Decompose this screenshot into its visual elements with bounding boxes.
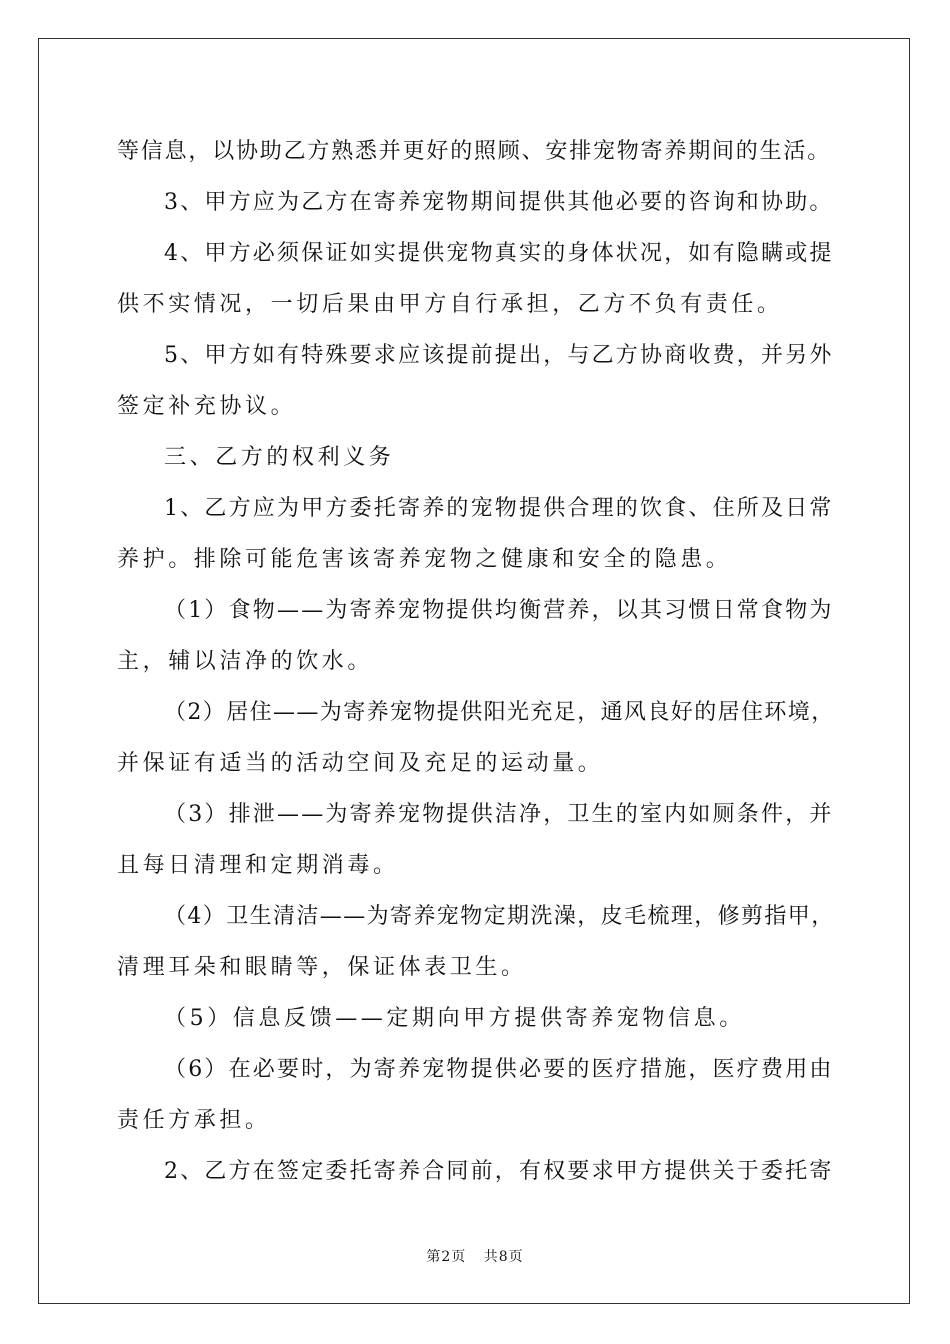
- text-line: 三、乙方的权利义务: [164, 445, 395, 470]
- paragraph: [117, 993, 835, 1044]
- paragraph: [117, 1146, 835, 1197]
- text-line: （6）在必要时，为寄养宠物提供必要的医疗措施，医疗费用由: [164, 1057, 834, 1082]
- text-line: （4）卫生清洁——为寄养宠物定期洗澡，皮毛梳理，修剪指甲，: [164, 904, 835, 929]
- text-line: 责任方承担。: [117, 1108, 271, 1133]
- page-total: 共8页: [483, 1249, 524, 1265]
- text-line: 清理耳朵和眼睛等，保证体表卫生。: [117, 955, 527, 980]
- text-line: （1）食物——为寄养宠物提供均衡营养，以其习惯日常食物为: [164, 598, 834, 623]
- page-footer: [0, 1246, 950, 1266]
- text-line: （5）信息反馈——定期向甲方提供寄养宠物信息。: [164, 1006, 745, 1031]
- paragraph: [117, 330, 835, 432]
- paragraph: [117, 177, 835, 228]
- text-line: 供不实情况，一切后果由甲方自行承担，乙方不负有责任。: [117, 292, 783, 317]
- paragraph: [117, 126, 835, 177]
- paragraph: [117, 432, 835, 483]
- paragraph: [117, 891, 835, 993]
- text-line: 签定补充协议。: [117, 394, 297, 419]
- text-line: （3）排泄——为寄养宠物提供洁净，卫生的室内如厕条件，并: [164, 802, 834, 827]
- paragraph: [117, 483, 835, 585]
- text-line: 2、乙方在签定委托寄养合同前，有权要求甲方提供关于委托寄: [164, 1159, 834, 1184]
- text-line: 4、甲方必须保证如实提供宠物真实的身体状况，如有隐瞒或提: [164, 241, 834, 266]
- page-number: 第2页: [426, 1249, 467, 1265]
- paragraph: [117, 687, 835, 789]
- paragraph: [117, 789, 835, 891]
- document-body: [117, 126, 835, 1197]
- paragraph: [117, 1044, 835, 1146]
- text-line: 养护。排除可能危害该寄养宠物之健康和安全的隐患。: [117, 547, 732, 572]
- paragraph: [117, 228, 835, 330]
- text-line: 主，辅以洁净的饮水。: [117, 649, 374, 674]
- text-line: 3、甲方应为乙方在寄养宠物期间提供其他必要的咨询和协助。: [164, 190, 834, 215]
- paragraph: [117, 585, 835, 687]
- text-line: 并保证有适当的活动空间及充足的运动量。: [117, 751, 604, 776]
- text-line: 且每日清理和定期消毒。: [117, 853, 399, 878]
- text-line: （2）居住——为寄养宠物提供阳光充足，通风良好的居住环境，: [164, 700, 835, 725]
- text-line: 1、乙方应为甲方委托寄养的宠物提供合理的饮食、住所及日常: [164, 496, 834, 521]
- text-line: 5、甲方如有特殊要求应该提前提出，与乙方协商收费，并另外: [164, 343, 834, 368]
- text-line: 等信息，以协助乙方熟悉并更好的照顾、安排宠物寄养期间的生活。: [117, 139, 832, 164]
